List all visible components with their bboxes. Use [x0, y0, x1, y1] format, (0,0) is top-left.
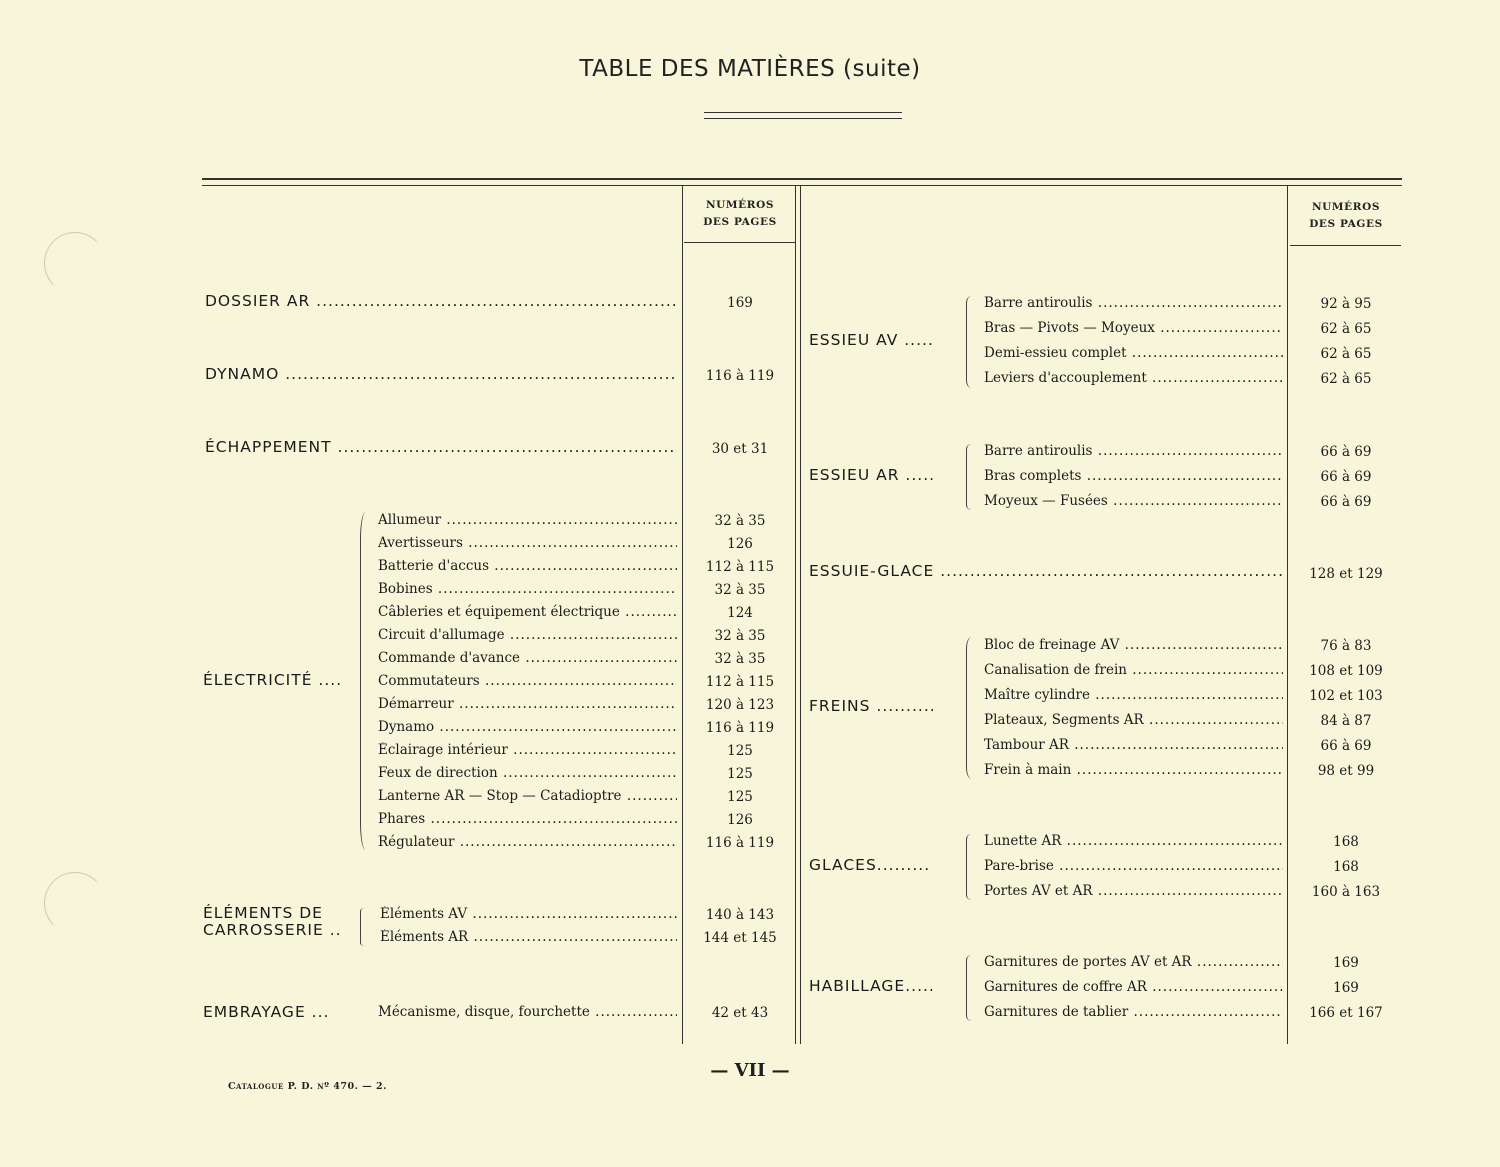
sub-entry-pages: 120 à 123: [705, 697, 775, 713]
sub-entry-pages: 66 à 69: [1320, 444, 1372, 460]
sub-entry: [378, 1004, 677, 1020]
sub-entry-pages: 32 à 35: [714, 651, 766, 667]
pages-dossier-ar: 169: [727, 295, 753, 311]
sub-entry-label: Régulateur: [378, 834, 455, 850]
sub-entry-pages: 124: [727, 605, 753, 621]
sub-entry: [380, 906, 677, 922]
sub-entry-pages: 84 à 87: [1320, 713, 1372, 729]
sub-entry-pages: 66 à 69: [1320, 469, 1372, 485]
sub-entry-label: Barre antiroulis: [984, 443, 1093, 459]
sub-entry-pages: 108 et 109: [1309, 663, 1383, 679]
sub-entry-label: Garnitures de portes AV et AR: [984, 954, 1192, 970]
group-label-electricite: ÉLECTRICITÉ ....: [203, 671, 343, 689]
sub-entry: [378, 765, 677, 781]
sub-entry-label: Feux de direction: [378, 765, 498, 781]
title-underline: [704, 112, 902, 119]
sub-entry: [378, 696, 677, 712]
entry-label: DOSSIER AR: [205, 292, 311, 310]
sub-entry-pages: 125: [727, 766, 753, 782]
sub-entry: [984, 833, 1283, 849]
entry-label: ÉCHAPPEMENT: [205, 438, 332, 456]
sub-entry: [378, 581, 677, 597]
sub-entry-pages: 166 et 167: [1309, 1005, 1383, 1021]
entry-essuie-glace: [809, 562, 1283, 580]
brace-carrosserie: [360, 908, 369, 946]
sub-entry: [378, 742, 677, 758]
sub-entry-label: Moyeux — Fusées: [984, 493, 1108, 509]
entry-echappement: [205, 438, 677, 456]
sub-entry: [378, 558, 677, 574]
sub-entry-pages: 160 à 163: [1311, 884, 1381, 900]
sub-entry-label: Bloc de freinage AV: [984, 637, 1120, 653]
header-line-2: DES PAGES: [703, 216, 777, 228]
sub-entry: [378, 604, 677, 620]
group-label-essieu-av: ESSIEU AV .....: [809, 331, 934, 349]
sub-entry-label: Canalisation de frein: [984, 662, 1127, 678]
pages-echappement: 30 et 31: [711, 441, 769, 457]
brace-freins: [966, 637, 977, 779]
sub-entry-label: Batterie d'accus: [378, 558, 490, 574]
sub-entry-pages: 168: [1333, 859, 1359, 875]
sub-entry-label: Portes AV et AR: [984, 883, 1093, 899]
sub-entry-pages: 32 à 35: [714, 628, 766, 644]
center-divider-b: [800, 186, 801, 1044]
sub-entry: [984, 662, 1283, 678]
sub-entry-label: Frein à main: [984, 762, 1072, 778]
sub-entry: [984, 954, 1283, 970]
sub-entry-label: Éclairage intérieur: [378, 742, 508, 758]
sub-entry-label: Tambour AR: [984, 737, 1069, 753]
sub-entry-label: Avertisseurs: [378, 535, 463, 551]
sub-entry: [984, 493, 1283, 509]
group-label-carrosserie-1: ÉLÉMENTS DE: [203, 904, 323, 922]
sub-entry: [378, 650, 677, 666]
sub-entry-pages: 144 et 145: [703, 930, 777, 946]
brace-essieu-av: [966, 296, 977, 388]
sub-entry-pages: 62 à 65: [1320, 321, 1372, 337]
entry-dossier-ar: [205, 292, 677, 310]
right-header-rule: [1290, 245, 1401, 246]
sub-entry-pages: 32 à 35: [714, 513, 766, 529]
sub-entry-pages: 102 et 103: [1309, 688, 1383, 704]
sub-entry-pages: 169: [1333, 980, 1359, 996]
sub-entry-pages: 168: [1333, 834, 1359, 850]
brace-electricite: [360, 512, 371, 850]
sub-entry-label: Bobines: [378, 581, 433, 597]
sub-entry-label: Allumeur: [378, 512, 442, 528]
sub-entry-pages: 62 à 65: [1320, 371, 1372, 387]
sub-entry-pages: 140 à 143: [705, 907, 775, 923]
sub-entry: [984, 443, 1283, 459]
catalog-reference: Catalogue P. D. nº 470. — 2.: [228, 1081, 387, 1092]
sub-entry: [984, 320, 1283, 336]
sub-entry: [378, 834, 677, 850]
sub-entry-pages: 125: [727, 789, 753, 805]
sub-entry: [984, 979, 1283, 995]
sub-entry-pages: 32 à 35: [714, 582, 766, 598]
sub-entry-label: Circuit d'allumage: [378, 627, 505, 643]
sub-entry: [984, 762, 1283, 778]
sub-entry-label: Lanterne AR — Stop — Catadioptre: [378, 788, 622, 804]
header-line-2: DES PAGES: [1309, 218, 1383, 230]
sub-entry: [378, 627, 677, 643]
punch-hole-bottom: [44, 872, 106, 934]
left-pages-column-divider: [682, 186, 683, 1044]
sub-entry-label: Démarreur: [378, 696, 454, 712]
sub-entry-label: Phares: [378, 811, 426, 827]
brace-essieu-ar: [966, 444, 977, 510]
sub-entry-label: Éléments AR: [380, 929, 469, 945]
sub-entry-pages: 76 à 83: [1320, 638, 1372, 654]
sub-entry-label: Demi-essieu complet: [984, 345, 1127, 361]
sub-entry: [984, 468, 1283, 484]
sub-entry-pages: 66 à 69: [1320, 738, 1372, 754]
sub-entry-pages: 112 à 115: [705, 559, 775, 575]
sub-entry: [984, 687, 1283, 703]
sub-entry-label: Garnitures de coffre AR: [984, 979, 1147, 995]
group-label-habillage: HABILLAGE.....: [809, 977, 935, 995]
header-line-1: NUMÉROS: [1311, 201, 1381, 213]
sub-entry-label: Bras — Pivots — Moyeux: [984, 320, 1155, 336]
sub-entry-label: Dynamo: [378, 719, 435, 735]
sub-entry-label: Lunette AR: [984, 833, 1062, 849]
sub-entry: [984, 637, 1283, 653]
pages-essuie-glace: 128 et 129: [1309, 566, 1383, 582]
entry-label: ESSUIE-GLACE: [809, 562, 935, 580]
punch-hole-top: [44, 232, 106, 294]
sub-entry-pages: 126: [727, 536, 753, 552]
sub-entry-label: Leviers d'accouplement: [984, 370, 1147, 386]
sub-entry: [984, 737, 1283, 753]
sub-entry-pages: 126: [727, 812, 753, 828]
group-label-essieu-ar: ESSIEU AR .....: [809, 466, 936, 484]
sub-entry-label: Bras complets: [984, 468, 1082, 484]
sub-entry-pages: 92 à 95: [1320, 296, 1372, 312]
entry-label: DYNAMO: [205, 365, 280, 383]
sub-entry: [378, 811, 677, 827]
sub-entry: [380, 929, 677, 945]
sub-entry-pages: 42 et 43: [711, 1005, 769, 1021]
brace-glaces: [966, 834, 977, 900]
entry-dynamo: [205, 365, 677, 383]
sub-entry: [984, 295, 1283, 311]
sub-entry: [378, 788, 677, 804]
sub-entry-label: Barre antiroulis: [984, 295, 1093, 311]
sub-entry: [984, 883, 1283, 899]
sub-entry-pages: 112 à 115: [705, 674, 775, 690]
page-number: — VII —: [710, 1060, 790, 1081]
right-pages-header: [1290, 199, 1402, 233]
sub-entry-pages: 169: [1333, 955, 1359, 971]
right-pages-column-divider: [1287, 186, 1288, 1044]
sub-entry: [378, 512, 677, 528]
sub-entry: [378, 673, 677, 689]
sub-entry-label: Pare-brise: [984, 858, 1054, 874]
sub-entry-label: Commande d'avance: [378, 650, 521, 666]
group-label-freins: FREINS ..........: [809, 697, 936, 715]
sub-entry-label: Éléments AV: [380, 906, 468, 922]
sub-entry-pages: 66 à 69: [1320, 494, 1372, 510]
sub-entry: [984, 345, 1283, 361]
sub-entry-pages: 116 à 119: [705, 835, 775, 851]
table-top-rule: [202, 178, 1402, 186]
sub-entry-pages: 116 à 119: [705, 720, 775, 736]
sub-entry-pages: 62 à 65: [1320, 346, 1372, 362]
left-pages-header: [684, 197, 796, 231]
brace-habillage: [966, 955, 977, 1021]
group-label-embrayage: EMBRAYAGE ...: [203, 1003, 330, 1021]
header-line-1: NUMÉROS: [705, 199, 775, 211]
sub-entry: [378, 719, 677, 735]
sub-entry-label: Plateaux, Segments AR: [984, 712, 1144, 728]
group-label-glaces: GLACES.........: [809, 856, 931, 874]
sub-entry-label: Maître cylindre: [984, 687, 1090, 703]
sub-entry-label: Mécanisme, disque, fourchette: [378, 1004, 590, 1020]
sub-entry-label: Commutateurs: [378, 673, 480, 689]
pages-dynamo: 116 à 119: [705, 368, 775, 384]
sub-entry-pages: 125: [727, 743, 753, 759]
left-header-rule: [684, 242, 795, 243]
group-label-carrosserie-2: CARROSSERIE ..: [203, 921, 342, 939]
sub-entry: [984, 712, 1283, 728]
sub-entry: [984, 370, 1283, 386]
sub-entry: [984, 1004, 1283, 1020]
page-title: TABLE DES MATIÈRES (suite): [579, 56, 921, 82]
sub-entry: [984, 858, 1283, 874]
sub-entry-pages: 98 et 99: [1317, 763, 1375, 779]
sub-entry-label: Câbleries et équipement électrique: [378, 604, 620, 620]
sub-entry: [378, 535, 677, 551]
sub-entry-label: Garnitures de tablier: [984, 1004, 1129, 1020]
